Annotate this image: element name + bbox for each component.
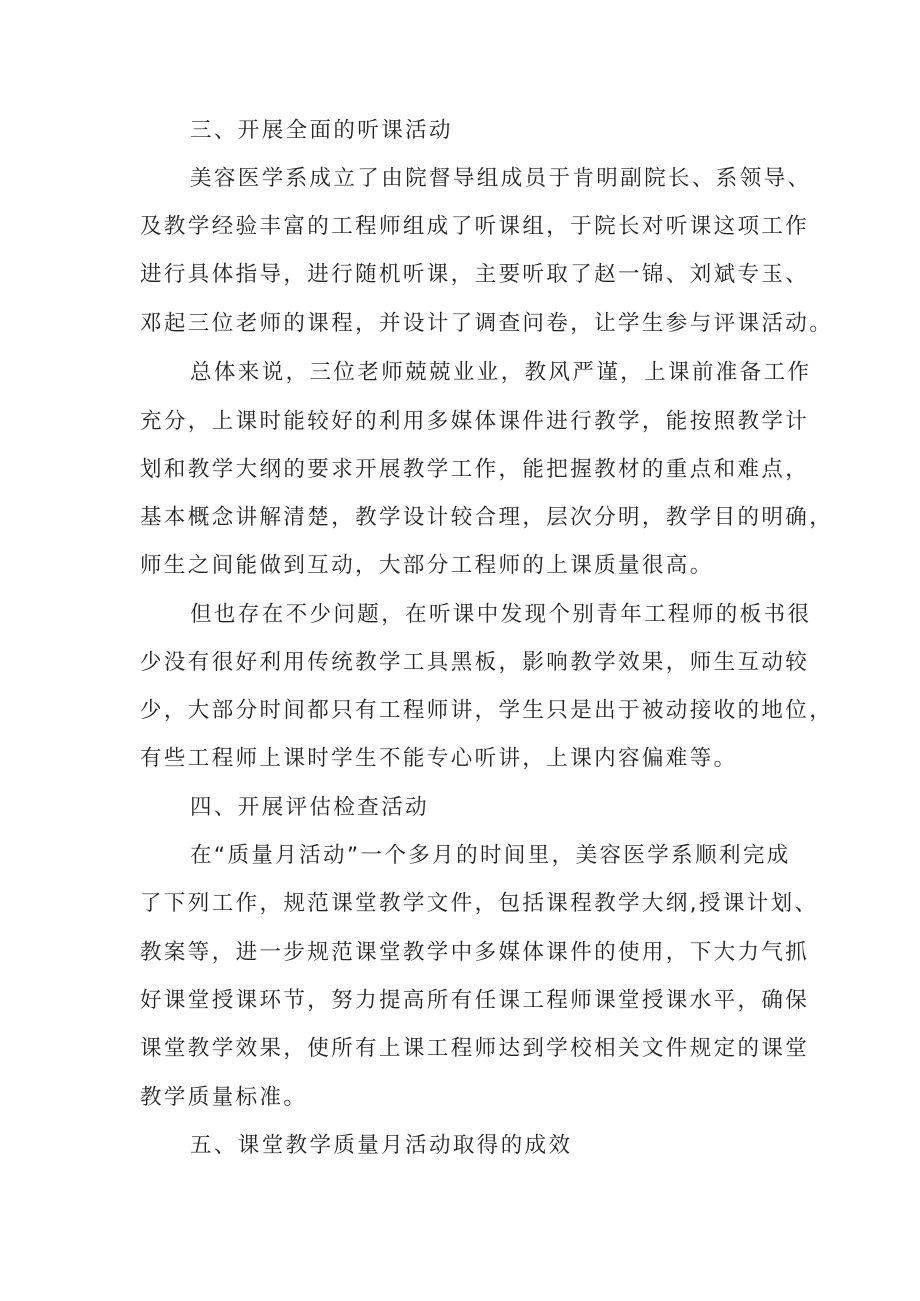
paragraph-line: 划和教学大纲的要求开展教学工作，能把握教材的重点和难点， xyxy=(140,457,810,482)
paragraph-line: 好课堂授课环节，努力提高所有任课工程师课堂授课水平，确保 xyxy=(140,988,810,1013)
section-heading-4: 四、开展评估检查活动 xyxy=(190,795,430,820)
paragraph-line: 基本概念讲解清楚，教学设计较合理，层次分明，教学目的明确， xyxy=(140,505,834,530)
paragraph-line: 少，大部分时间都只有工程师讲，学生只是出于被动接收的地位， xyxy=(140,698,834,723)
paragraph-line: 有些工程师上课时学生不能专心听讲，上课内容偏难等。 xyxy=(140,746,738,771)
paragraph-line: 师生之间能做到互动，大部分工程师的上课质量很高。 xyxy=(140,553,714,578)
paragraph-line: 课堂教学效果，使所有上课工程师达到学校相关文件规定的课堂 xyxy=(140,1036,810,1061)
paragraph-line: 总体来说，三位老师兢兢业业，教风严谨，上课前准备工作 xyxy=(190,360,812,385)
paragraph-line: 少没有很好利用传统教学工具黑板，影响教学效果，师生互动较 xyxy=(140,650,810,675)
paragraph-line: 教学质量标准。 xyxy=(140,1085,308,1110)
paragraph-line: 及教学经验丰富的工程师组成了听课组，于院长对听课这项工作 xyxy=(140,214,810,239)
paragraph-line: 但也存在不少问题，在听课中发现个别青年工程师的板书很 xyxy=(190,602,812,627)
paragraph-line: 了下列工作，规范课堂教学文件，包括课程教学大纲,授课计划、 xyxy=(140,891,819,916)
paragraph-line: 美容医学系成立了由院督导组成员于肯明副院长、系领导、 xyxy=(190,166,812,191)
paragraph-line: 在“质量月活动”一个多月的时间里，美容医学系顺利完成 xyxy=(190,843,791,868)
paragraph-line: 充分，上课时能较好的利用多媒体课件进行教学，能按照教学计 xyxy=(140,409,810,434)
paragraph-line: 进行具体指导，进行随机听课，主要听取了赵一锦、刘斌专玉、 xyxy=(140,262,810,287)
paragraph-line: 教案等，进一步规范课堂教学中多媒体课件的使用，下大力气抓 xyxy=(140,940,810,965)
section-heading-5: 五、课堂教学质量月活动取得的成效 xyxy=(190,1133,573,1158)
section-heading-3: 三、开展全面的听课活动 xyxy=(190,118,453,143)
paragraph-line: 邓起三位老师的课程，并设计了调查问卷，让学生参与评课活动。 xyxy=(140,311,834,336)
